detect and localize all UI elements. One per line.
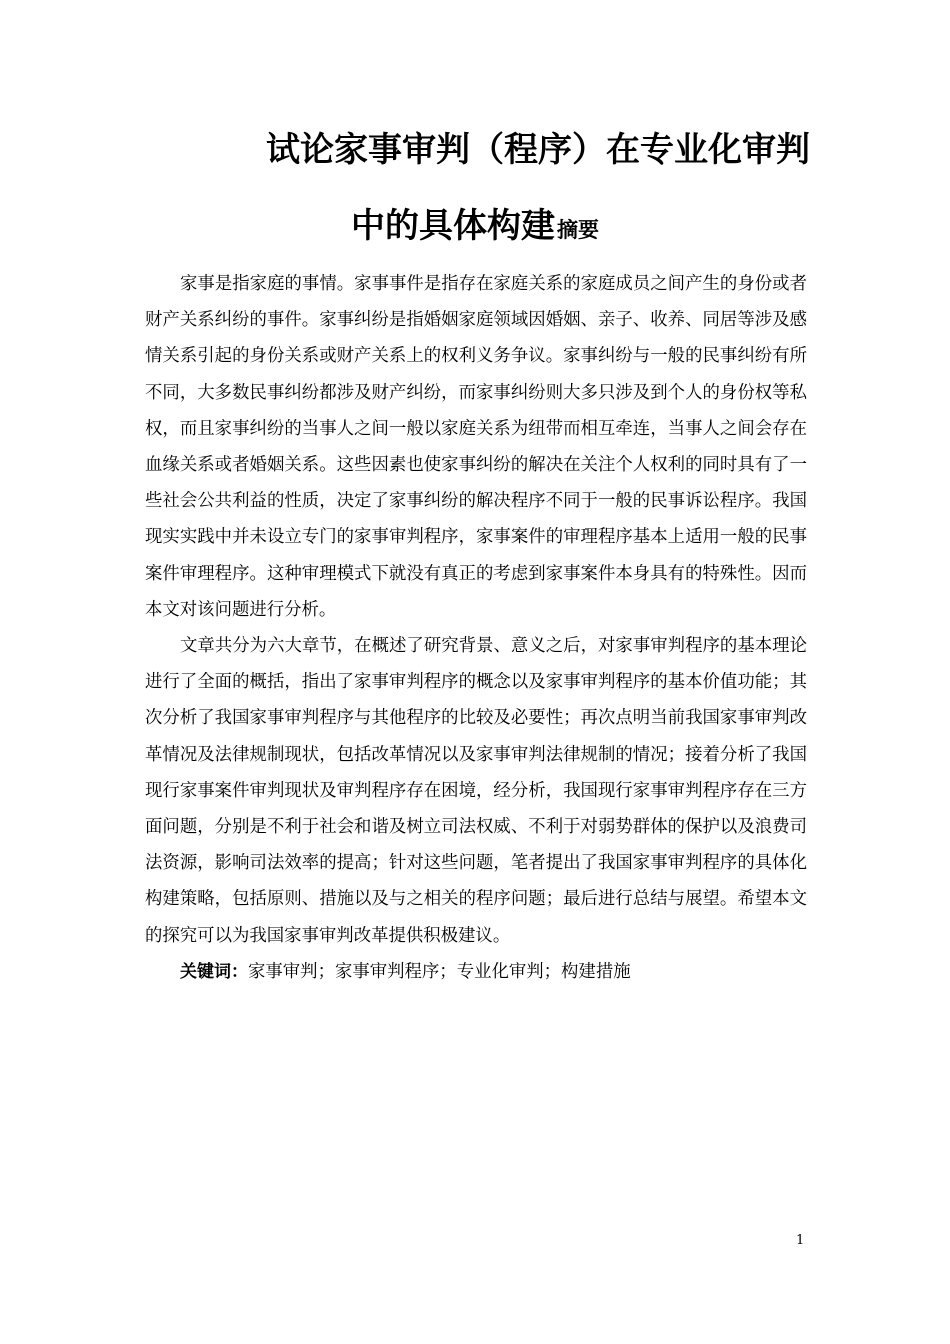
title-line-1: 试论家事审判（程序）在专业化审判 <box>266 130 810 170</box>
abstract-paragraph-2: 文章共分为六大章节，在概述了研究背景、意义之后，对家事审判程序的基本理论进行了全面的概括，指出了家事审判程序的概念以及家事审判程序的基本价值功能；其次分析了我国家事审判程序与其他程序的比较及必要性；再次点明当前我国家事审判改革情况及法律规制现状，包括改革情况以及家事审判法律规制的情况；接着分析了我国现行家事案件审判现状及审判程序存在困境，经分析，我国现行家事审判程序存在三方面问题，分别是不利于社会和谐及树立司法权威、不利于对弱势群体的保护以及浪费司法资源，影响司法效率的提高；针对这些问题，笔者提出了我国家事审判程序的具体化构建策略，包括原则、措施以及与之相关的程序问题；最后进行总结与展望。希望本文的探究可以为我国家事审判改革提供积极建议。 <box>145 636 807 946</box>
keywords-text: 家事审判；家事审判程序；专业化审判；构建措施 <box>248 961 631 982</box>
abstract-paragraph-1: 家事是指家庭的事情。家事事件是指存在家庭关系的家庭成员之间产生的身份或者财产关系纠纷的事件。家事纠纷是指婚姻家庭领域因婚姻、亲子、收养、同居等涉及感情关系引起的身份关系或财产关系上的权利义务争议。家事纠纷与一般的民事纠纷有所不同，大多数民事纠纷都涉及财产纠纷，而家事纠纷则大多只涉及到个人的身份权等私权，而且家事纠纷的当事人之间一般以家庭关系为纽带而相互牵连，当事人之间会存在血缘关系或者婚姻关系。这些因素也使家事纠纷的解决在关注个人权利的同时具有了一些社会公共利益的性质，决定了家事纠纷的解决程序不同于一般的民事诉讼程序。我国现实实践中并未设立专门的家事审判程序，家事案件的审理程序基本上适用一般的民事案件审理程序。这种审理模式下就没有真正的考虑到家事案件本身具有的特殊性。因而本文对该问题进行分析。 <box>145 274 807 620</box>
title-line-2-text: 中的具体构建 <box>351 206 555 246</box>
keywords-label: 关键词： <box>180 961 248 982</box>
abstract-body <box>145 266 807 990</box>
title-line-2 <box>140 206 810 250</box>
abstract-label: 摘要 <box>557 218 599 242</box>
page-number: 1 <box>796 1233 805 1248</box>
keywords-line <box>145 954 807 990</box>
